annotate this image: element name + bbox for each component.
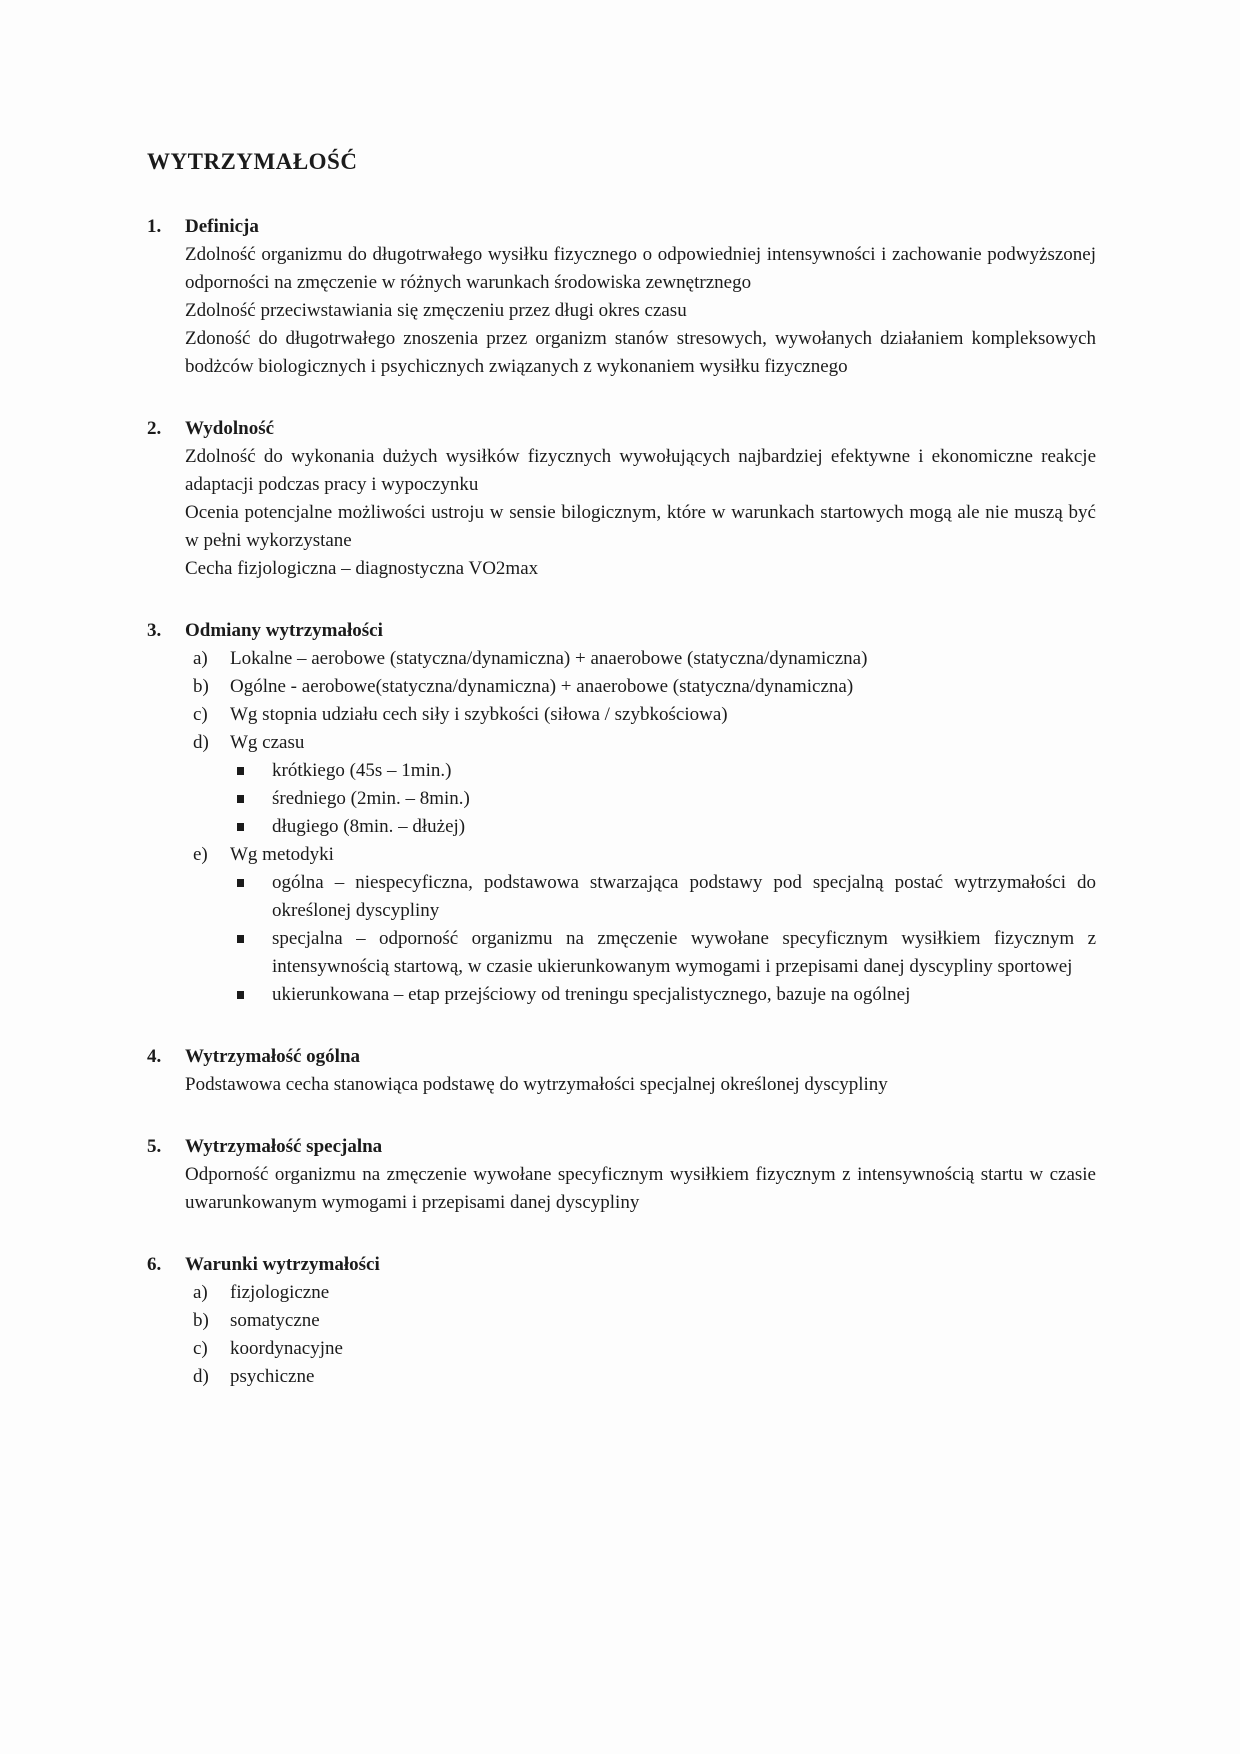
bullet-text: specjalna – odporność organizmu na zmęczenie wywołane specyficznym wysiłkiem fizycznym z intensywnością startową, w czasie ukierunkowanym wymogami i przepisami danej dyscypliny sportowej [272, 928, 1096, 977]
square-bullet-glyph [237, 991, 244, 999]
sections-container [147, 213, 1096, 1391]
letter-marker: c) [193, 1338, 208, 1359]
letter-item-text: somatyczne [230, 1310, 320, 1331]
square-bullet-icon [235, 813, 272, 841]
section-heading: Wytrzymałość ogólna [185, 1046, 361, 1067]
letter-item-body [230, 1363, 1096, 1391]
letter-item-body [230, 1335, 1096, 1363]
section [147, 617, 1096, 1009]
letter-marker: a) [193, 1282, 208, 1303]
letter-item [193, 1307, 1096, 1335]
section-heading: Wydolność [185, 418, 275, 439]
letter-list [193, 645, 1096, 1009]
section-number: 2. [147, 418, 162, 439]
letter-item-body [230, 1279, 1096, 1307]
bullet-text: długiego (8min. – dłużej) [272, 816, 466, 837]
bullet-text: ogólna – niespecyficzna, podstawowa stwarzająca podstawy pod specjalną postać wytrzymałości do określonej dyscypliny [272, 872, 1096, 921]
section-body [185, 1043, 1096, 1099]
paragraph: Odporność organizmu na zmęczenie wywołane specyficznym wysiłkiem fizycznym z intensywnością startu w czasie uwarunkowanym wymogami i przepisami danej dyscypliny [185, 1164, 1096, 1213]
document-title: WYTRZYMAŁOŚĆ [147, 149, 358, 174]
bullet-item [235, 981, 1096, 1009]
letter-marker: b) [193, 1310, 209, 1331]
letter-marker: c) [193, 704, 208, 725]
letter-item-body [230, 673, 1096, 701]
section-number: 1. [147, 216, 162, 237]
square-bullet-icon [235, 757, 272, 785]
paragraph: Zdolność przeciwstawiania się zmęczeniu przez długi okres czasu [185, 300, 687, 321]
square-bullet-icon [235, 981, 272, 1009]
letter-item-text: fizjologiczne [230, 1282, 330, 1303]
paragraph: Cecha fizjologiczna – diagnostyczna VO2max [185, 558, 539, 579]
letter-item [193, 645, 1096, 673]
letter-item [193, 701, 1096, 729]
letter-item-body [230, 1307, 1096, 1335]
square-bullet-glyph [237, 879, 244, 887]
section-heading: Odmiany wytrzymałości [185, 620, 383, 641]
section [147, 415, 1096, 583]
square-bullet-icon [235, 869, 272, 925]
letter-item-text: Lokalne – aerobowe (statyczna/dynamiczna) + anaerobowe (statyczna/dynamiczna) [230, 648, 868, 669]
letter-list [193, 1279, 1096, 1391]
section-heading: Definicja [185, 216, 259, 237]
letter-item-body [230, 841, 1096, 1009]
section-body [185, 213, 1096, 381]
letter-marker: d) [193, 732, 209, 753]
bullet-list [230, 869, 1096, 1009]
square-bullet-glyph [237, 795, 244, 803]
letter-item-text: Wg metodyki [230, 844, 334, 865]
section-heading: Warunki wytrzymałości [185, 1254, 380, 1275]
letter-marker: a) [193, 648, 208, 669]
section-heading: Wytrzymałość specjalna [185, 1136, 383, 1157]
section-body [185, 1133, 1096, 1217]
bullet-text: ukierunkowana – etap przejściowy od treningu specjalistycznego, bazuje na ogólnej [272, 984, 911, 1005]
letter-item-body [230, 729, 1096, 841]
paragraph: Zdoność do długotrwałego znoszenia przez organizm stanów stresowych, wywołanych działaniem kompleksowych bodżców biologicznych i psychicznych związanych z wykonaniem wysiłku fizycznego [185, 328, 1096, 377]
section [147, 213, 1096, 381]
bullet-text: krótkiego (45s – 1min.) [272, 760, 452, 781]
paragraph: Zdolność organizmu do długotrwałego wysiłku fizycznego o odpowiedniej intensywności i zachowanie podwyższonej odporności na zmęczenie w różnych warunkach środowiska zewnętrznego [185, 244, 1096, 293]
bullet-item [235, 869, 1096, 925]
letter-item-body [230, 645, 1096, 673]
square-bullet-glyph [237, 935, 244, 943]
letter-item-body [230, 701, 1096, 729]
letter-item [193, 841, 1096, 1009]
letter-item-text: koordynacyjne [230, 1338, 343, 1359]
section [147, 1133, 1096, 1217]
section-number: 5. [147, 1136, 162, 1157]
section-number: 3. [147, 620, 162, 641]
section-body [185, 415, 1096, 583]
letter-marker: d) [193, 1366, 209, 1387]
letter-item-text: Ogólne - aerobowe(statyczna/dynamiczna) + anaerobowe (statyczna/dynamiczna) [230, 676, 854, 697]
paragraph: Podstawowa cecha stanowiąca podstawę do wytrzymałości specjalnej określonej dyscypliny [185, 1074, 888, 1095]
bullet-text: średniego (2min. – 8min.) [272, 788, 470, 809]
letter-item-text: Wg czasu [230, 732, 305, 753]
bullet-item [235, 757, 1096, 785]
letter-item [193, 673, 1096, 701]
paragraph: Ocenia potencjalne możliwości ustroju w sensie bilogicznym, które w warunkach startowych mogą ale nie muszą być w pełni wykorzystane [185, 502, 1096, 551]
section [147, 1043, 1096, 1099]
section-body [185, 1251, 1096, 1391]
paragraph: Zdolność do wykonania dużych wysiłków fizycznych wywołujących najbardziej efektywne i ekonomiczne reakcje adaptacji podczas pracy i wypoczynku [185, 446, 1096, 495]
letter-item-text: psychiczne [230, 1366, 315, 1387]
square-bullet-icon [235, 785, 272, 813]
letter-item [193, 729, 1096, 841]
section [147, 1251, 1096, 1391]
letter-marker: b) [193, 676, 209, 697]
square-bullet-glyph [237, 823, 244, 831]
bullet-item [235, 785, 1096, 813]
letter-item-text: Wg stopnia udziału cech siły i szybkości (siłowa / szybkościowa) [230, 704, 728, 725]
letter-marker: e) [193, 844, 208, 865]
bullet-item [235, 925, 1096, 981]
section-number: 4. [147, 1046, 162, 1067]
bullet-item [235, 813, 1096, 841]
letter-item [193, 1279, 1096, 1307]
section-body [185, 617, 1096, 1009]
letter-item [193, 1335, 1096, 1363]
letter-item [193, 1363, 1096, 1391]
square-bullet-glyph [237, 767, 244, 775]
section-number: 6. [147, 1254, 162, 1275]
bullet-list [230, 757, 1096, 841]
square-bullet-icon [235, 925, 272, 981]
